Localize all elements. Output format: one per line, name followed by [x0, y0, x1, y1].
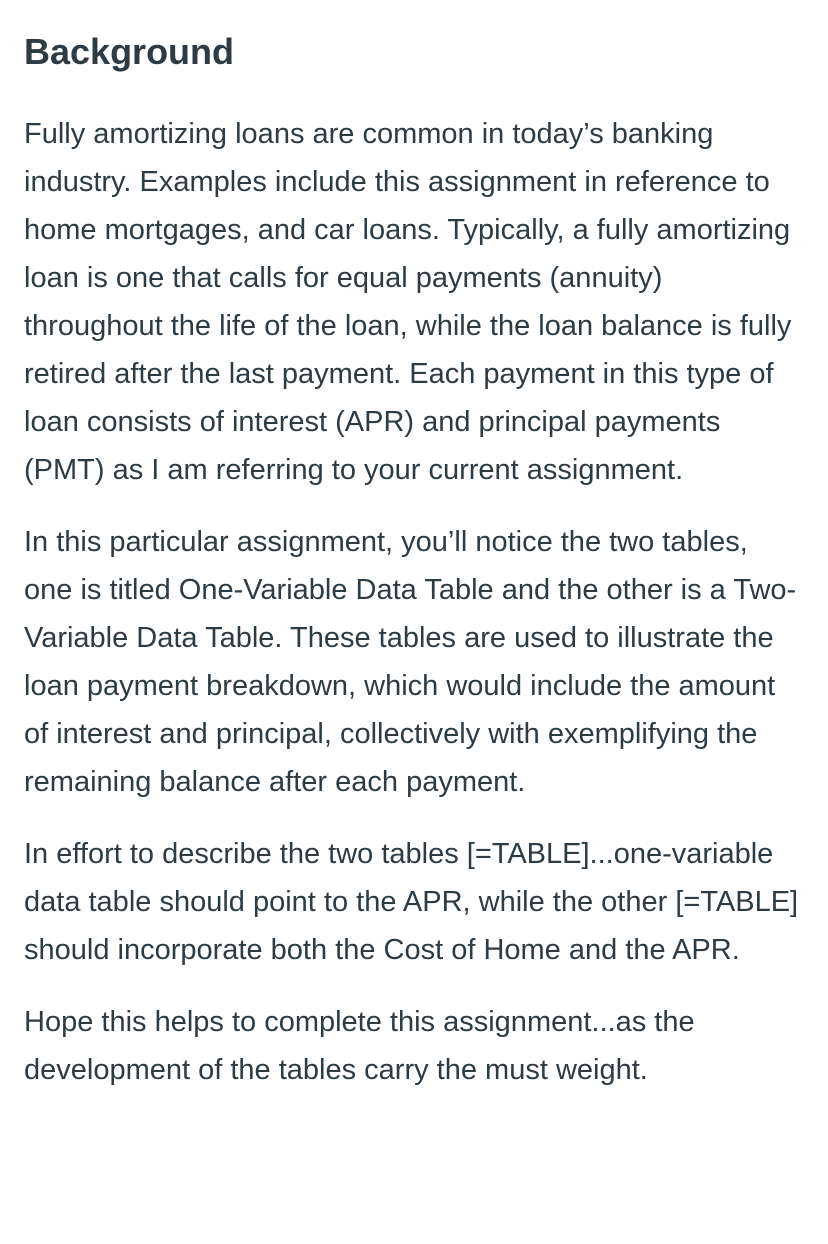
paragraph-description: In effort to describe the two tables [=TABLE]...one-variable data table should point to the APR, while the other [=TABLE] should incorporate both the Cost of Home and the APR. — [24, 838, 799, 966]
paragraph-tables: In this particular assignment, you’ll notice the two tables, one is titled One-Variable Data Table and the other is a Two-Variable Data Table. These tables are used to illustrate the loan payment breakdown, which would include the amount of interest and principal, collectively with exemplifying the remaining balance after each payment. — [24, 526, 797, 798]
paragraph-closing: Hope this helps to complete this assignment...as the development of the tables carry the must weight. — [24, 1006, 695, 1086]
paragraph-intro: Fully amortizing loans are common in today’s banking industry. Examples include this assignment in reference to home mortgages, and car loans. Typically, a fully amortizing loan is one that calls for equal payments (annuity) throughout the life of the loan, while the loan balance is fully retired after the last payment. Each payment in this type of loan consists of interest (APR) and principal payments (PMT) as I am referring to your current assignment. — [24, 118, 792, 486]
section-heading: Background — [24, 31, 235, 72]
